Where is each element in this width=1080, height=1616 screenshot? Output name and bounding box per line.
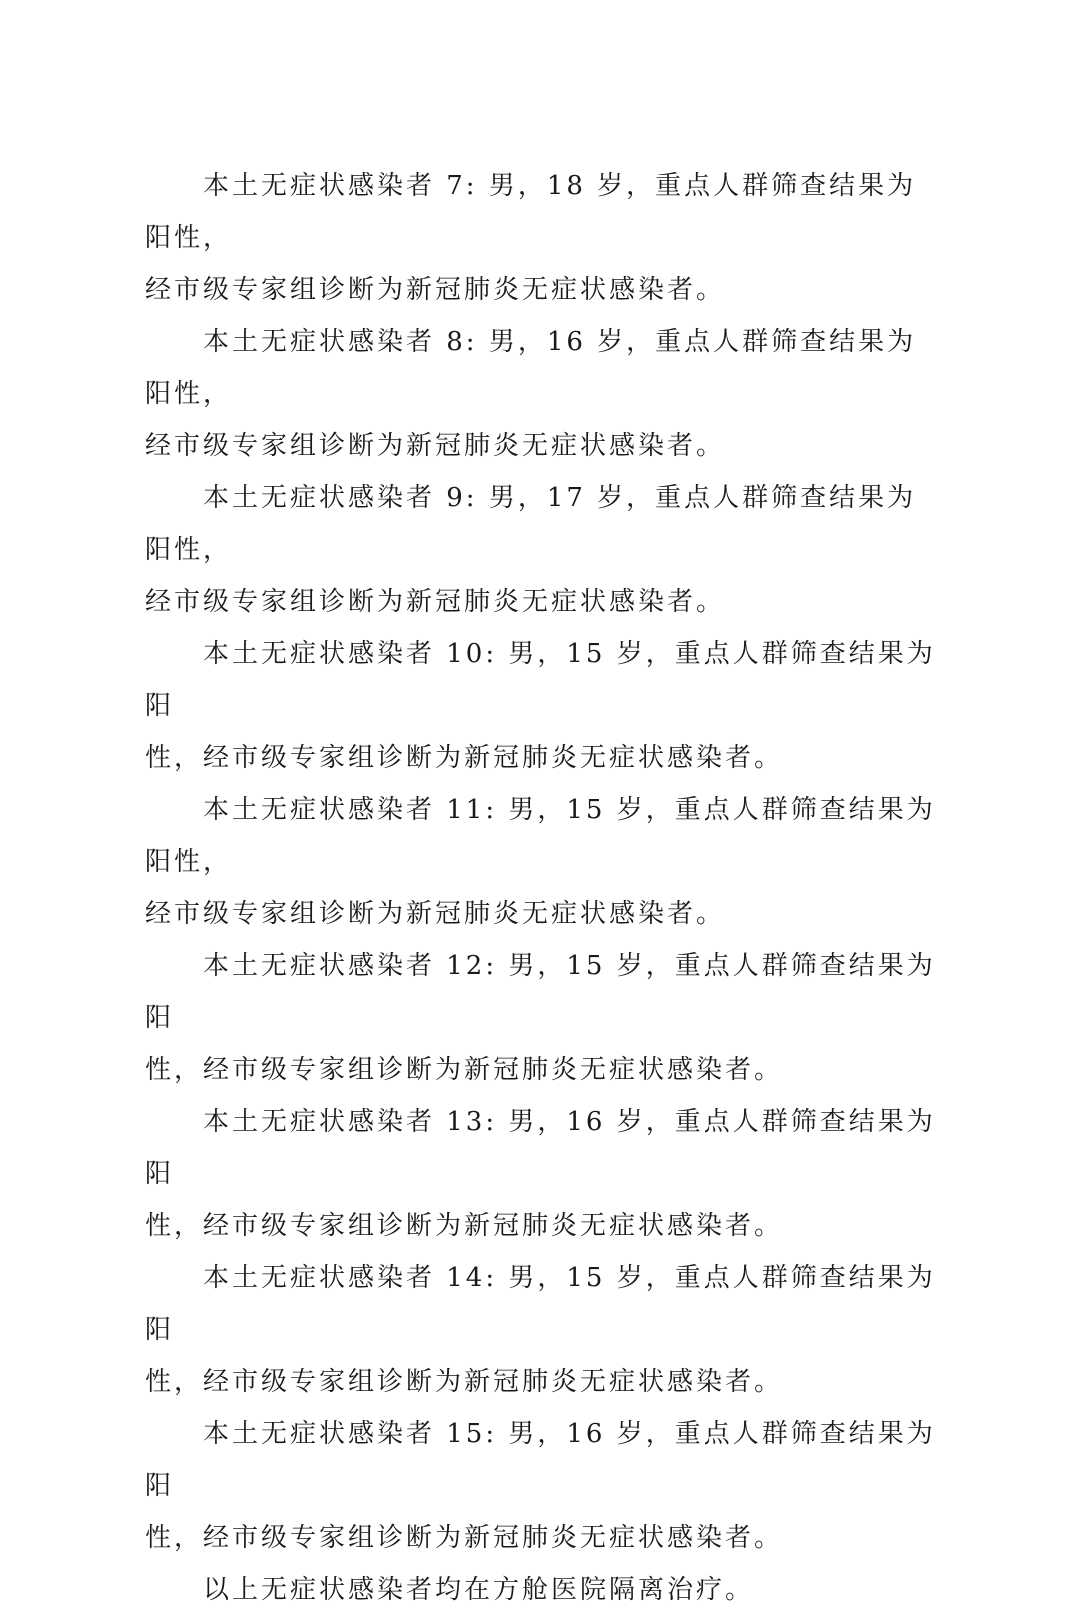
case-9-line-2: 经市级专家组诊断为新冠肺炎无症状感染者。: [145, 587, 726, 617]
case-14-line-1: 本土无症状感染者 14: 男，15 岁，重点人群筛查结果为阳: [145, 1263, 936, 1345]
case-paragraph-10: [145, 628, 945, 784]
case-paragraph-11: [145, 784, 945, 940]
case-13-line-1: 本土无症状感染者 13: 男，16 岁，重点人群筛查结果为阳: [145, 1107, 936, 1189]
case-paragraph-8: [145, 316, 945, 472]
case-14-line-2: 性，经市级专家组诊断为新冠肺炎无症状感染者。: [145, 1367, 784, 1397]
closing-paragraph: 以上无症状感染者均在方舱医院隔离治疗。: [203, 1575, 755, 1605]
case-paragraph-15: [145, 1408, 945, 1564]
case-7-line-1: 本土无症状感染者 7: 男，18 岁，重点人群筛查结果为阳性，: [145, 171, 917, 253]
case-paragraph-9: [145, 472, 945, 628]
case-13-line-2: 性，经市级专家组诊断为新冠肺炎无症状感染者。: [145, 1211, 784, 1241]
case-8-line-2: 经市级专家组诊断为新冠肺炎无症状感染者。: [145, 431, 726, 461]
case-8-line-1: 本土无症状感染者 8: 男，16 岁，重点人群筛查结果为阳性，: [145, 327, 917, 409]
case-15-line-1: 本土无症状感染者 15: 男，16 岁，重点人群筛查结果为阳: [145, 1419, 936, 1501]
case-11-line-1: 本土无症状感染者 11: 男，15 岁，重点人群筛查结果为阳性，: [145, 795, 936, 877]
document-body: [145, 160, 945, 1616]
case-12-line-1: 本土无症状感染者 12: 男，15 岁，重点人群筛查结果为阳: [145, 951, 936, 1033]
case-10-line-2: 性，经市级专家组诊断为新冠肺炎无症状感染者。: [145, 743, 784, 773]
case-10-line-1: 本土无症状感染者 10: 男，15 岁，重点人群筛查结果为阳: [145, 639, 936, 721]
case-paragraph-7: [145, 160, 945, 316]
case-9-line-1: 本土无症状感染者 9: 男，17 岁，重点人群筛查结果为阳性，: [145, 483, 917, 565]
case-11-line-2: 经市级专家组诊断为新冠肺炎无症状感染者。: [145, 899, 726, 929]
case-paragraph-13: [145, 1096, 945, 1252]
case-7-line-2: 经市级专家组诊断为新冠肺炎无症状感染者。: [145, 275, 726, 305]
case-paragraph-14: [145, 1252, 945, 1408]
case-paragraph-12: [145, 940, 945, 1096]
case-15-line-2: 性，经市级专家组诊断为新冠肺炎无症状感染者。: [145, 1523, 784, 1553]
case-12-line-2: 性，经市级专家组诊断为新冠肺炎无症状感染者。: [145, 1055, 784, 1085]
